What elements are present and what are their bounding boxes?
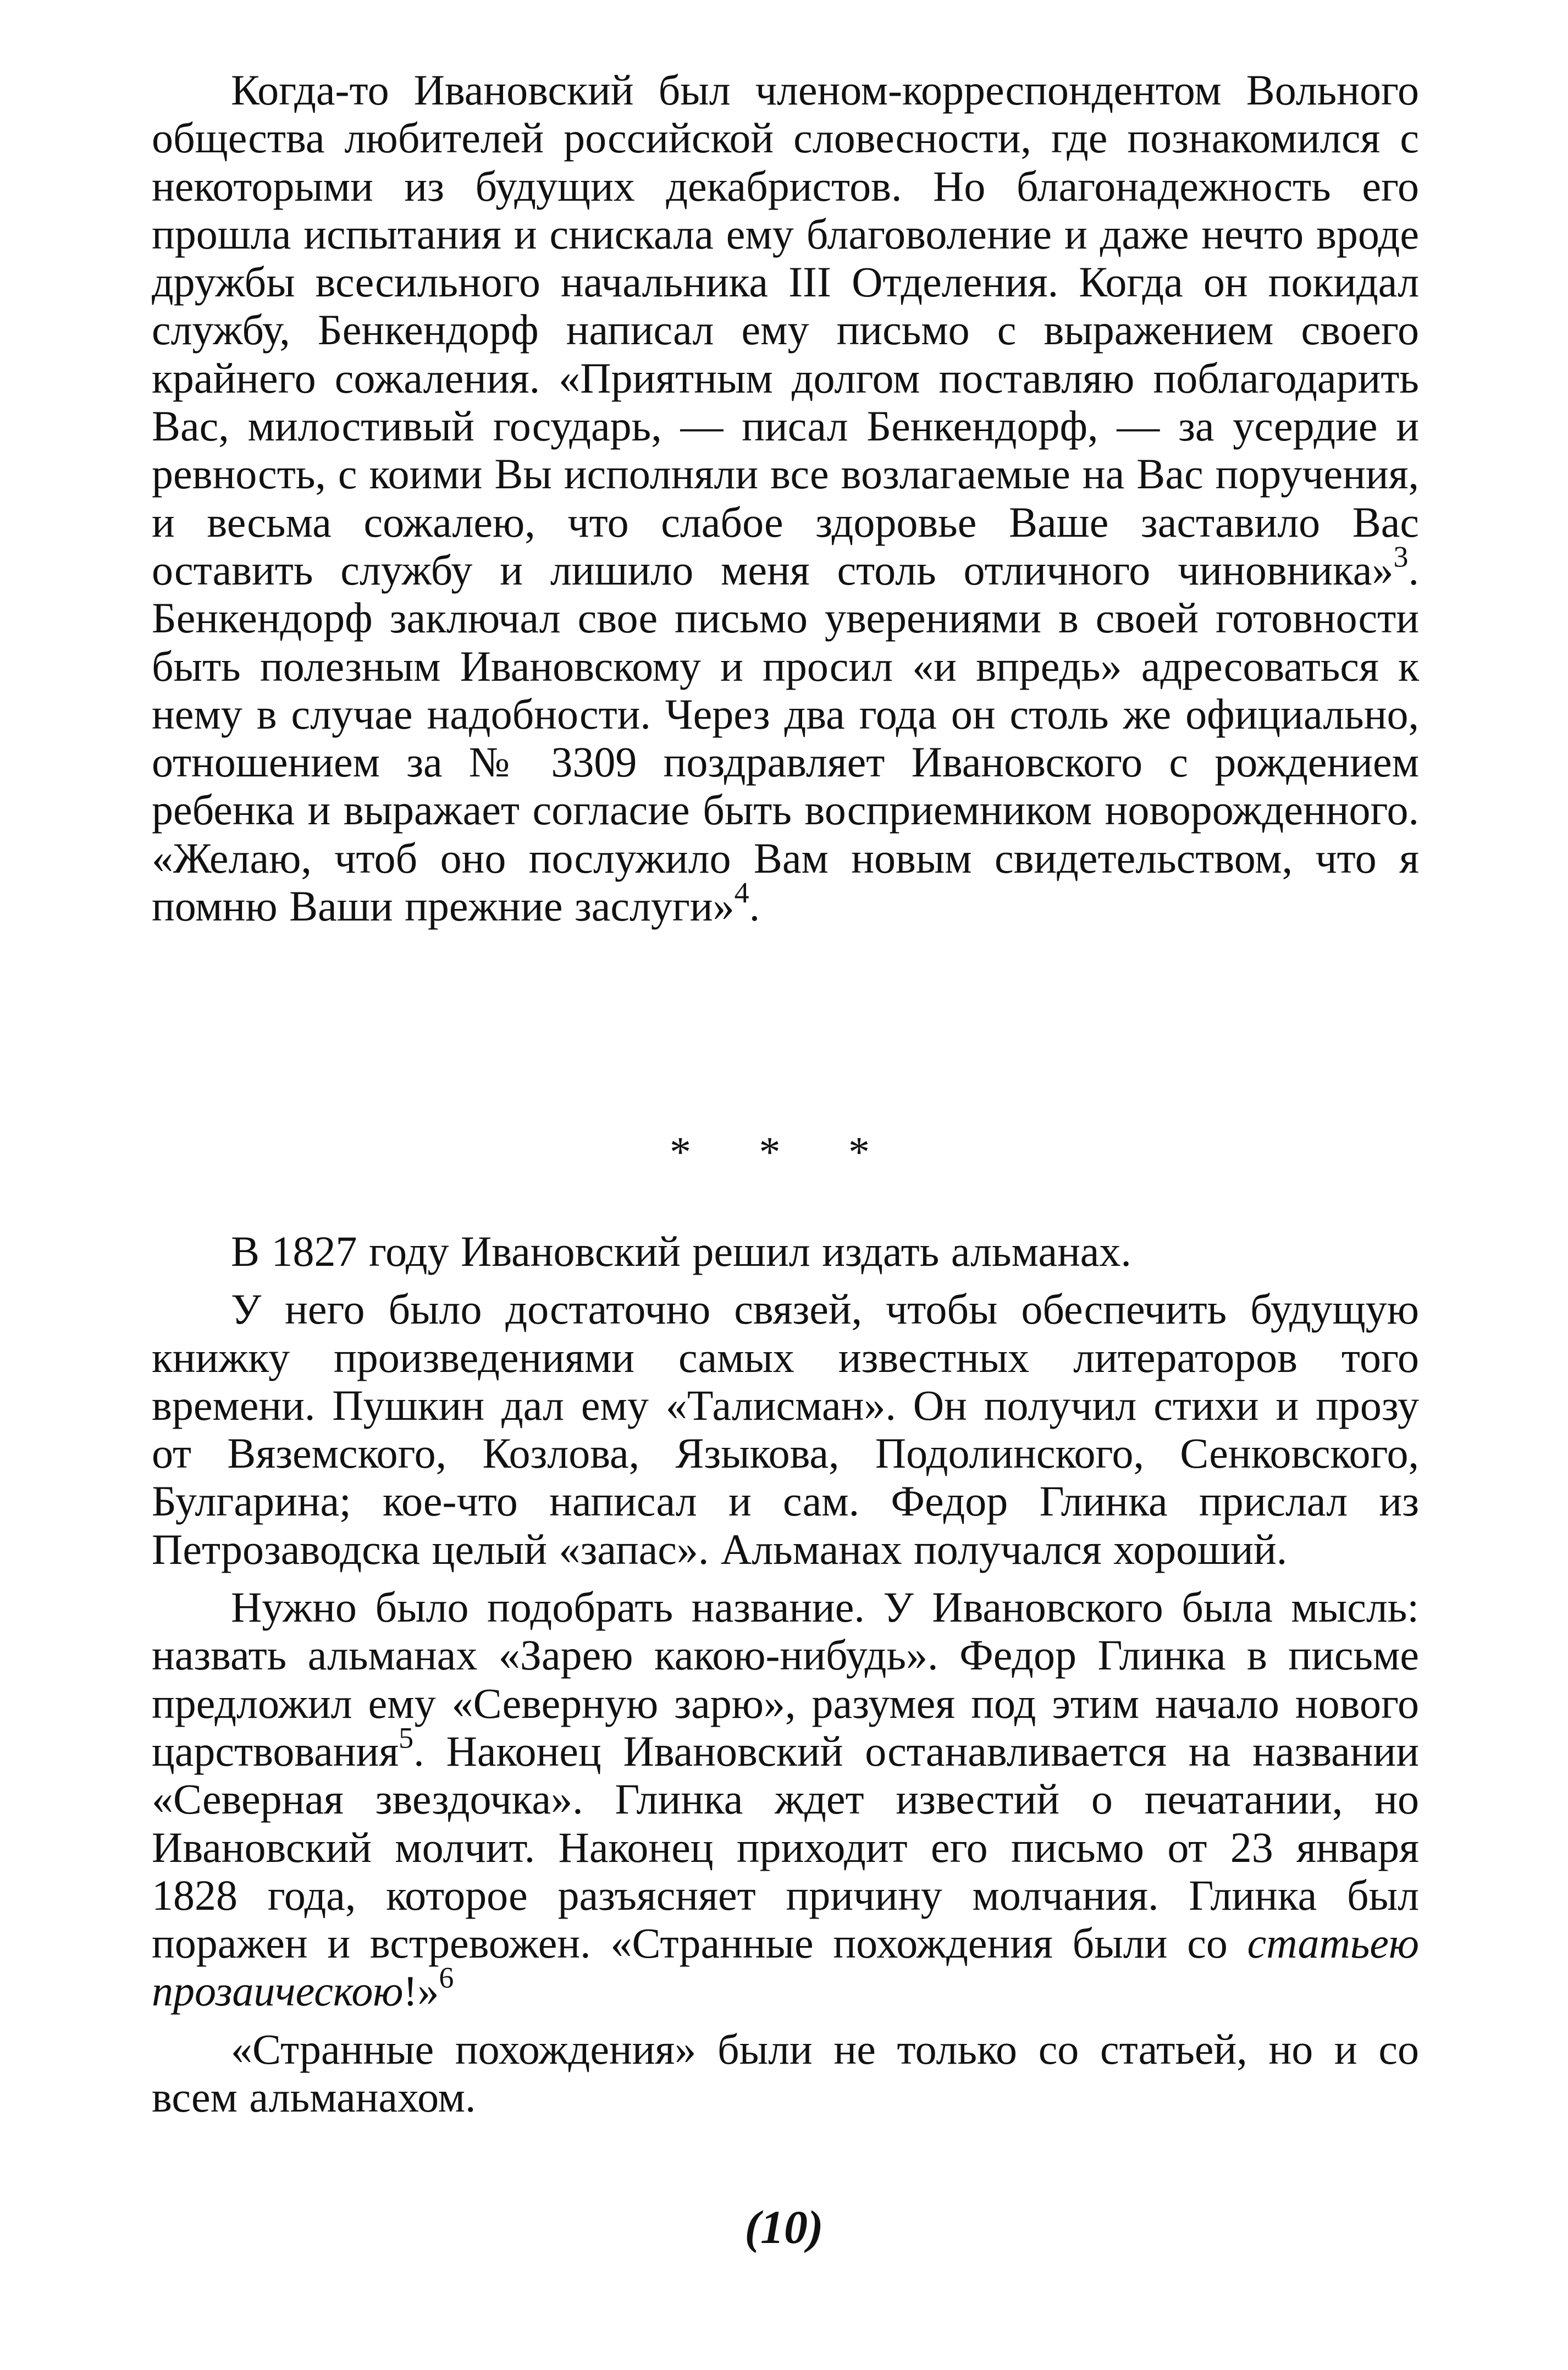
footnote-marker: 5 (399, 1721, 414, 1755)
text-run: Когда-то Ивановский был членом-корреспондентом Вольного общества любителей российской словесности, где познакомился с некоторыми из будущих декабристов. Но благонадежность его прошла испытания и снискала ему благоволение и даже нечто вроде дружбы всесильного начальника III Отделения. Когда он покидал службу, Бенкендорф написал ему письмо с выражением своего крайнего сожаления. «Приятным долгом поставляю поблагодарить Вас, милостивый государь, — писал Бенкендорф, — за усердие и ревность, с коими Вы исполняли все возлагаемые на Вас поручения, и весьма сожалею, что слабое здоровье Ваше заставило Вас оставить службу и лишило меня столь отличного чиновника» (152, 66, 1419, 594)
paragraph (152, 2025, 1419, 2121)
paragraph (152, 1285, 1419, 1573)
text-run: !» (403, 1967, 439, 2015)
text-run: Нужно было подобрать название. У Ивановского была мысль: назвать альманах «Зарею какою-нибудь». Федор Глинка в письме предложил ему «Северную зарю», разумея под этим начало нового царствования (152, 1583, 1419, 1775)
text-run: У него было достаточно связей, чтобы обеспечить будущую книжку произведениями самых известных литераторов того времени. Пушкин дал ему «Талисман». Он получил стихи и прозу от Вяземского, Козлова, Языкова, Подолинского, Сенковского, Булгарина; кое-что написал и сам. Федор Глинка прислал из Петрозаводска целый «запас». Альманах получался хороший. (152, 1285, 1419, 1573)
footnote-marker: 6 (439, 1961, 454, 1995)
italic-text: статьею прозаическою (152, 1919, 1419, 2015)
text-run: В 1827 году Ивановский решил издать альманах. (231, 1227, 1131, 1275)
footnote-marker: 4 (734, 876, 749, 910)
text-run: . Наконец Ивановский останавливается на названии «Северная звездочка». Глинка ждет известий о печатании, но Ивановский молчит. Наконец приходит его письмо от 23 января 1828 года, которое разъясняет причину молчания. Глинка был поражен и встревожен. «Странные похождения были со (152, 1727, 1419, 1967)
text-run: . (749, 882, 760, 930)
page-number: (10) (744, 2201, 824, 2253)
text-section-top (152, 66, 1419, 930)
text-run: «Странные похождения» были не только со статьей, но и со всем альманахом. (152, 2025, 1419, 2121)
text-run: . Бенкендорф заключал свое письмо уверениями в своей готовности быть полезным Ивановскому и просил «и впредь» адресоваться к нему в случае надобности. Через два года он столь же официально, отношением за № 3309 поздравляет Ивановского с рождением ребенка и выражает согласие быть восприемником новорожденного. «Желаю, чтоб оно послужило Вам новым свидетельством, что я помню Ваши прежние заслуги» (152, 545, 1419, 930)
paragraph (152, 66, 1419, 930)
section-separator: * * * (670, 1128, 898, 1176)
footnote-marker: 3 (1393, 540, 1409, 574)
text-section-bottom (152, 1227, 1419, 2121)
paragraph (152, 1583, 1419, 2015)
paragraph (152, 1227, 1419, 1275)
